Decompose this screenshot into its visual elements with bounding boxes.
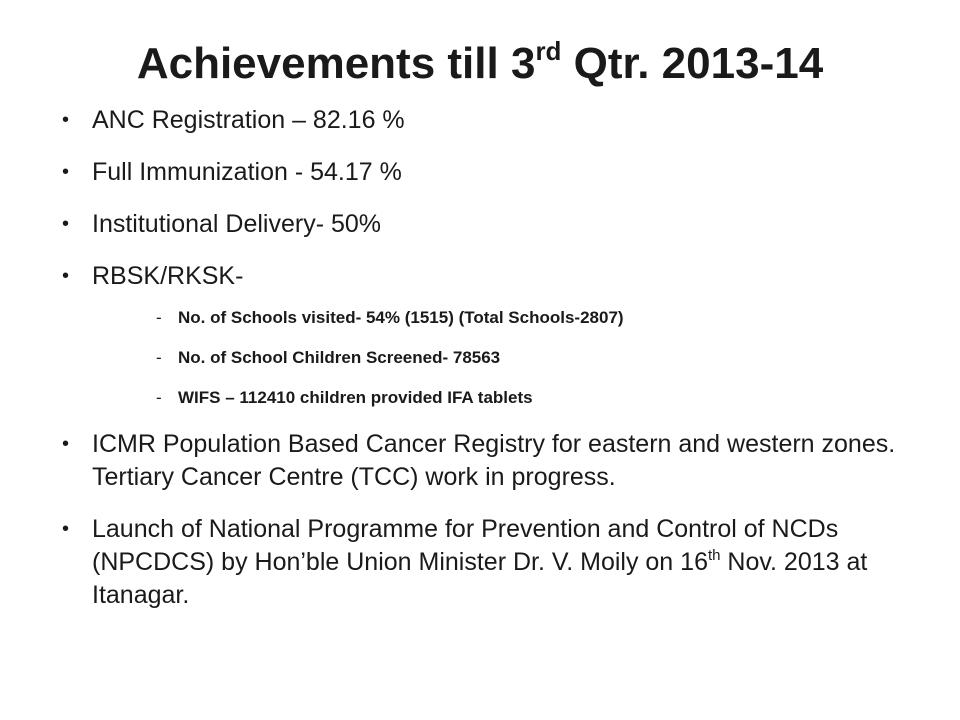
launch-text-rest: Nov. 2013 at Itanagar. — [92, 548, 868, 609]
bullet-text: RBSK/RKSK- — [92, 262, 244, 290]
sub-text: WIFS – 112410 children provided IFA tablets — [178, 388, 533, 407]
bullet-text: Full Immunization - 54.17 % — [92, 158, 402, 186]
bullet-dot: • — [62, 265, 70, 287]
bullet-dot: • — [62, 213, 70, 235]
bullet-text: ANC Registration – 82.16 % — [92, 106, 405, 134]
bullet-anc-registration — [62, 104, 912, 137]
bullet-dot: • — [62, 161, 70, 183]
sub-item-children-screened — [62, 346, 912, 370]
bullet-dot: • — [62, 518, 70, 540]
launch-text-main: Launch of National Programme for Prevention and Control of NCDs (NPCDCS) by Hon’ble Union Minister Dr. V. Moily on 16 — [92, 515, 839, 576]
bullet-icmr-registry — [62, 428, 912, 494]
sub-item-schools-visited — [62, 306, 912, 330]
bullet-npcdcs-launch — [62, 513, 912, 612]
bullet-text: Institutional Delivery- 50% — [92, 210, 382, 238]
sub-dash: - — [156, 308, 162, 327]
rbsk-sub-list — [62, 306, 912, 410]
bullet-dot: • — [62, 109, 70, 131]
bullet-text — [92, 515, 867, 609]
bullet-full-immunization — [62, 156, 912, 189]
title-main: Achievements till 3 — [136, 39, 536, 88]
sub-text: No. of School Children Screened- 78563 — [178, 348, 501, 367]
sub-dash: - — [156, 388, 162, 407]
bullet-list — [62, 104, 912, 631]
launch-superscript: th — [707, 547, 721, 564]
sub-dash: - — [156, 348, 162, 367]
title-superscript: rd — [535, 36, 562, 66]
sub-item-wifs — [62, 386, 912, 410]
sub-text: No. of Schools visited- 54% (1515) (Total Schools-2807) — [178, 308, 624, 327]
bullet-rbsk-rksk — [62, 260, 912, 293]
bullet-dot: • — [62, 433, 70, 455]
bullet-institutional-delivery — [62, 208, 912, 241]
title-rest: Qtr. 2013-14 — [561, 39, 824, 88]
slide-title — [0, 34, 960, 94]
bullet-text: ICMR Population Based Cancer Registry for eastern and western zones. Tertiary Cancer Centre (TCC) work in progress. — [92, 430, 896, 491]
